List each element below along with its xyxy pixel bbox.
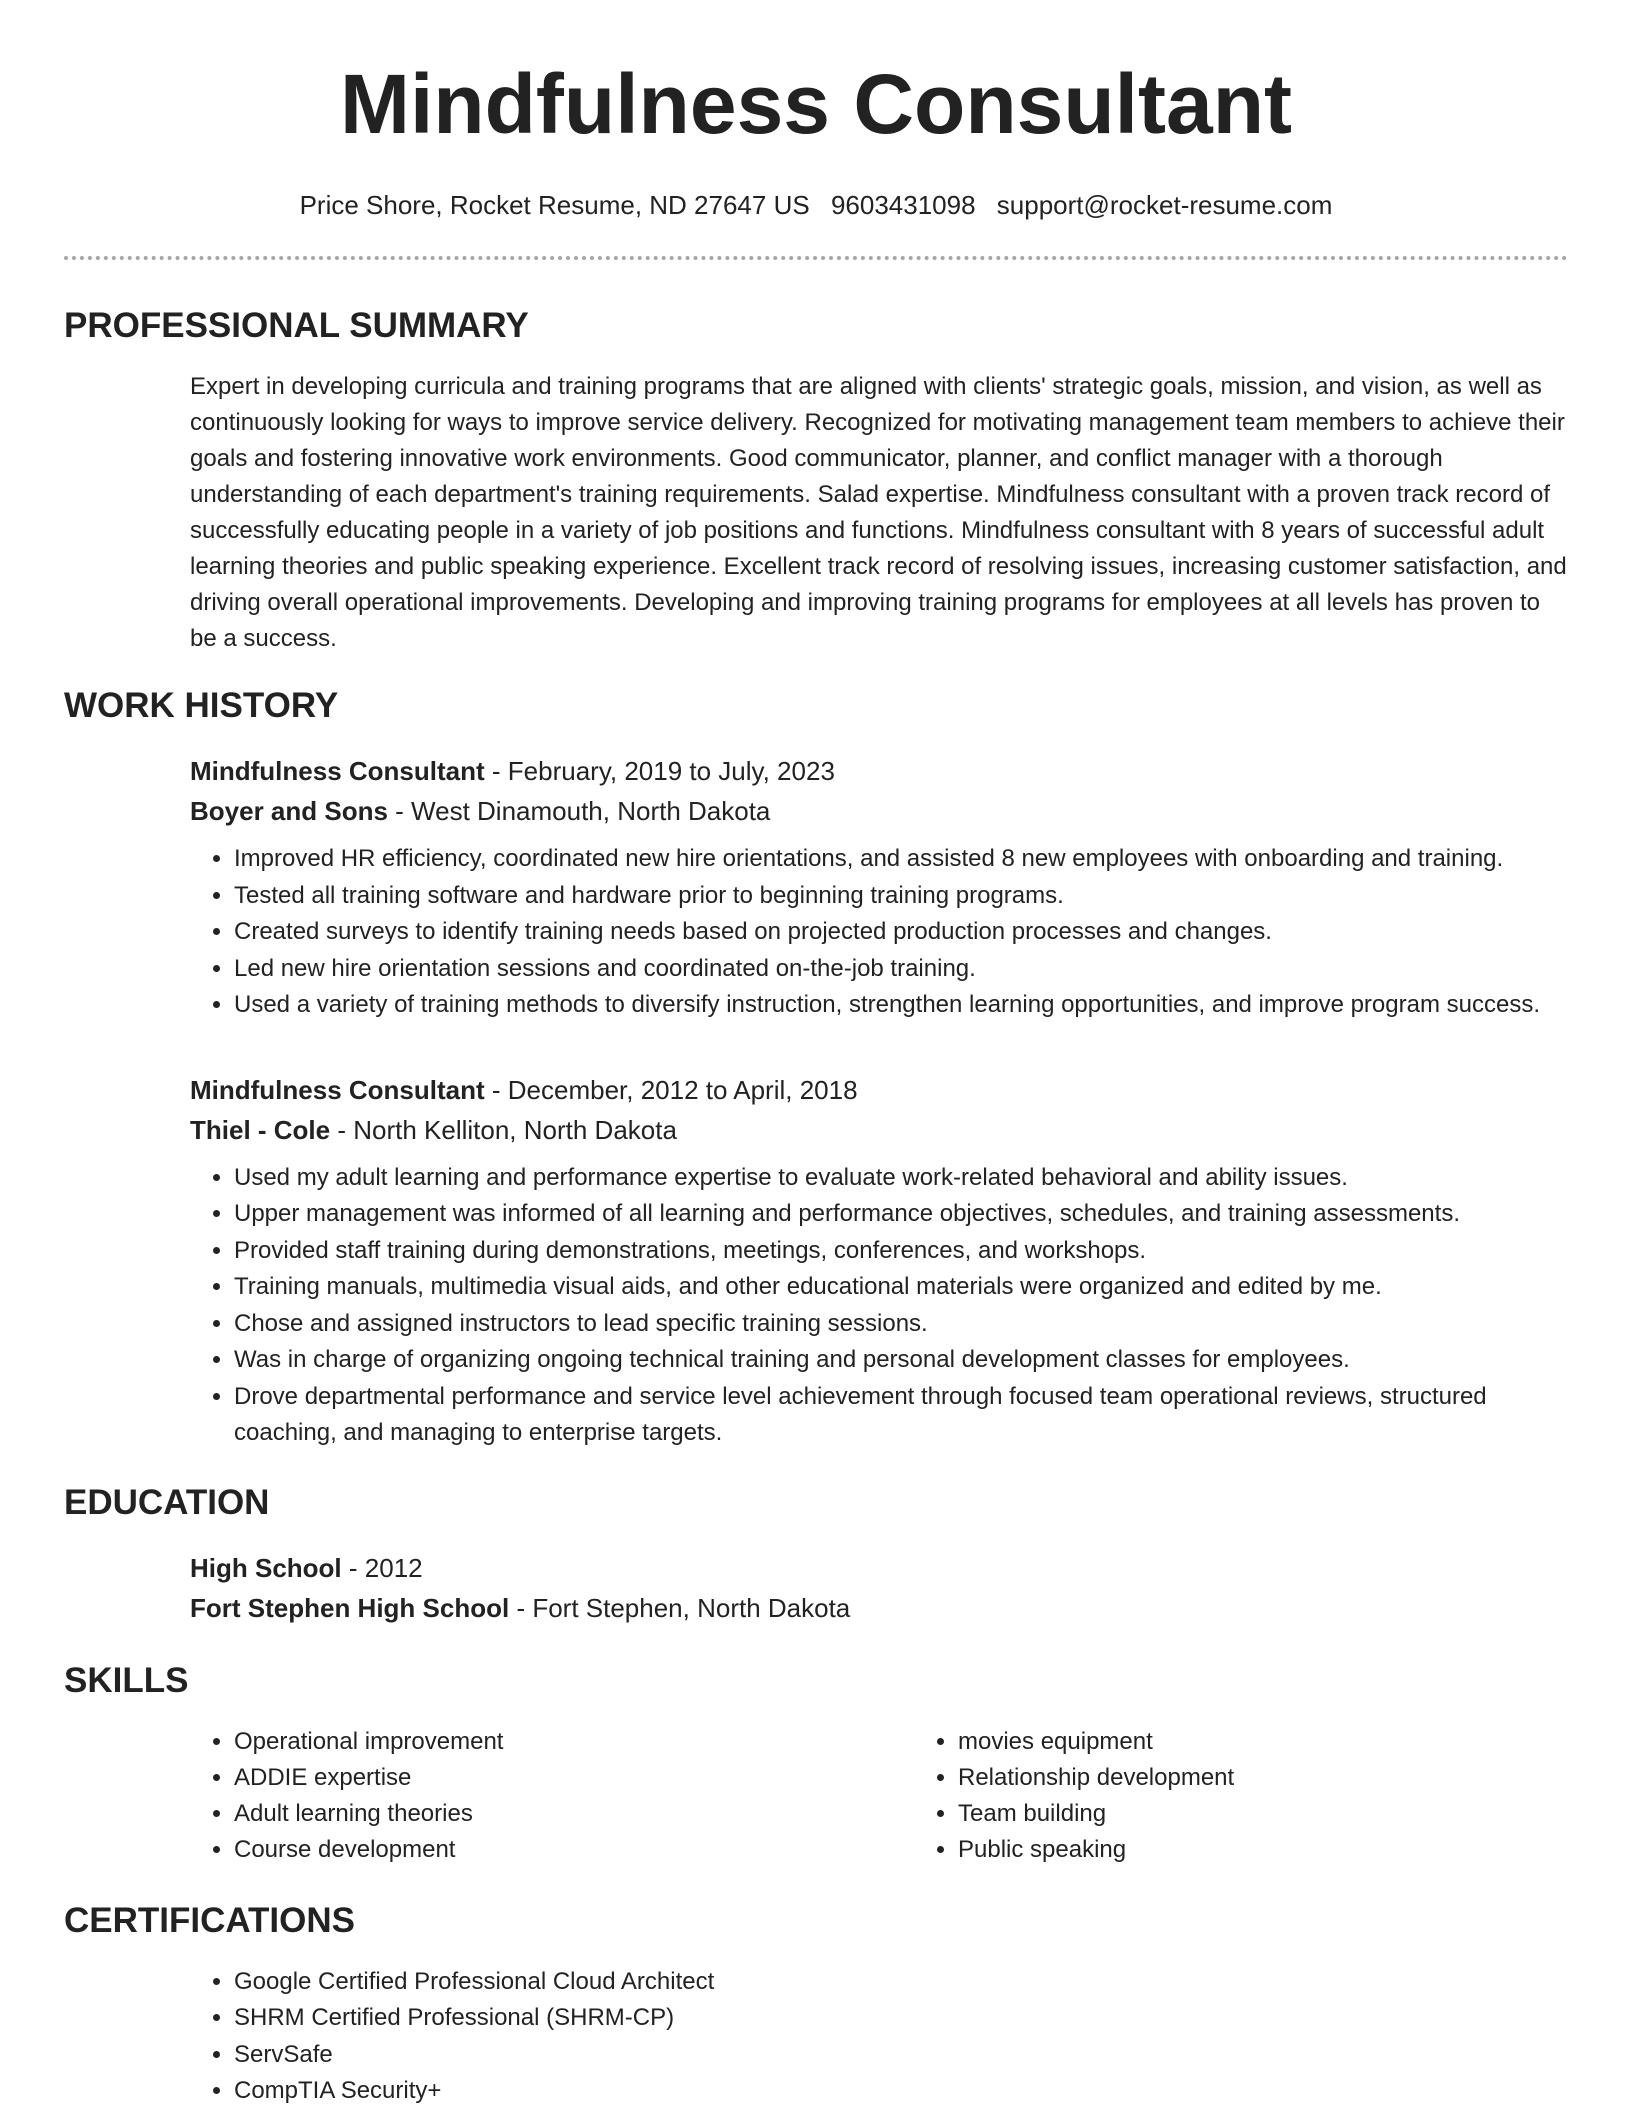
job-company: Thiel - Cole — [190, 1114, 331, 1145]
list-item: • Upper management was informed of all learning and performance objectives, schedules, and training assessments. — [234, 1196, 1568, 1233]
job-bullets — [190, 841, 1568, 1024]
education-school: Fort Stephen High School — [190, 1592, 510, 1623]
list-item: • Chose and assigned instructors to lead specific training sessions. — [234, 1306, 1568, 1343]
job-dates: - February, 2019 to July, 2023 — [484, 756, 835, 786]
skills-grid — [190, 1724, 1568, 1868]
job-location: - North Kelliton, North Dakota — [330, 1114, 677, 1145]
section-title-education: EDUCATION — [64, 1482, 270, 1522]
skill-item: • movies equipment — [958, 1724, 1558, 1760]
education-degree-line — [190, 1548, 1568, 1588]
job-entry — [190, 751, 1568, 1024]
job-role: Mindfulness Consultant — [190, 756, 485, 786]
contact-line — [64, 190, 1568, 220]
job-location: - West Dinamouth, North Dakota — [387, 796, 771, 826]
skill-item: • Relationship development — [958, 1760, 1558, 1796]
skill-item: • Course development — [234, 1832, 914, 1868]
list-item: • Was in charge of organizing ongoing technical training and personal development classes for employees. — [234, 1342, 1568, 1379]
certifications-list-wrap — [190, 1964, 1568, 2110]
list-item: • Led new hire orientation sessions and coordinated on-the-job training. — [234, 951, 1568, 988]
education-entry — [190, 1548, 1568, 1628]
section-title-certifications: CERTIFICATIONS — [64, 1900, 356, 1940]
list-item: • Provided staff training during demonstrations, meetings, conferences, and workshops. — [234, 1233, 1568, 1270]
contact-phone: 9603431098 — [830, 190, 976, 220]
list-item: • Used my adult learning and performance expertise to evaluate work-related behavioral and ability issues. — [234, 1160, 1568, 1197]
education-school-line — [190, 1588, 1568, 1628]
section-title-work-history: WORK HISTORY — [64, 686, 339, 725]
certification-item: • Google Certified Professional Cloud Architect — [234, 1964, 1568, 2001]
job-title-line — [190, 1070, 1568, 1110]
certification-item: • CompTIA Security+ — [234, 2073, 1568, 2110]
list-item: • Created surveys to identify training needs based on projected production processes and changes. — [234, 914, 1568, 951]
header-divider — [64, 256, 1568, 260]
job-role: Mindfulness Consultant — [190, 1074, 485, 1105]
job-dates: - December, 2012 to April, 2018 — [484, 1074, 858, 1105]
list-item: • Improved HR efficiency, coordinated new hire orientations, and assisted 8 new employees with onboarding and training. — [234, 841, 1568, 878]
skill-item: • Public speaking — [958, 1832, 1558, 1868]
certification-item: • SHRM Certified Professional (SHRM-CP) — [234, 2000, 1568, 2037]
certification-item: • ServSafe — [234, 2037, 1568, 2074]
job-company: Boyer and Sons — [190, 796, 388, 826]
section-title-summary: PROFESSIONAL SUMMARY — [64, 306, 529, 345]
job-entry — [190, 1070, 1568, 1452]
job-company-line — [190, 791, 1568, 831]
skill-item: • Adult learning theories — [234, 1796, 914, 1832]
skills-column-left — [190, 1724, 914, 1868]
contact-address: Price Shore, Rocket Resume, ND 27647 US — [299, 190, 810, 220]
list-item: • Tested all training software and hardware prior to beginning training programs. — [234, 878, 1568, 915]
list-item: • Training manuals, multimedia visual aids, and other educational materials were organized and edited by me. — [234, 1269, 1568, 1306]
skills-column-right — [914, 1724, 1558, 1868]
job-bullets — [190, 1160, 1568, 1452]
certifications-list — [190, 1964, 1568, 2110]
education-degree: High School — [190, 1552, 342, 1583]
contact-email: support@rocket-resume.com — [996, 190, 1333, 220]
job-company-line — [190, 1110, 1568, 1150]
job-title-line — [190, 751, 1568, 791]
candidate-name: Mindfulness Consultant — [340, 57, 1292, 151]
education-location: - Fort Stephen, North Dakota — [509, 1592, 851, 1623]
skill-item: • Operational improvement — [234, 1724, 914, 1760]
list-item: • Used a variety of training methods to diversify instruction, strengthen learning opportunities, and improve program success. — [234, 987, 1568, 1024]
skill-item: • ADDIE expertise — [234, 1760, 914, 1796]
summary-text: Expert in developing curricula and training programs that are aligned with clients' strategic goals, mission, and vision, as well as continuously looking for ways to improve service delivery. Recognized for motivating management team members to achieve their goals and fostering innovative work environments. Good communicator, planner, and conflict manager with a thorough understanding of each department's training requirements. Salad expertise. Mindfulness consultant with a proven track record of successfully educating people in a variety of job positions and functions. Mindfulness consultant with 8 years of successful adult learning theories and public speaking experience. Excellent track record of resolving issues, increasing customer satisfaction, and driving overall operational improvements. Developing and improving training programs for employees at all levels has proven to be a success. — [190, 373, 1567, 652]
list-item: • Drove departmental performance and service level achievement through focused team operational reviews, structured coaching, and managing to enterprise targets. — [234, 1379, 1568, 1452]
section-title-skills: SKILLS — [64, 1660, 189, 1700]
education-year: - 2012 — [341, 1552, 423, 1583]
resume-page — [64, 0, 1568, 2110]
skill-item: • Team building — [958, 1796, 1558, 1832]
